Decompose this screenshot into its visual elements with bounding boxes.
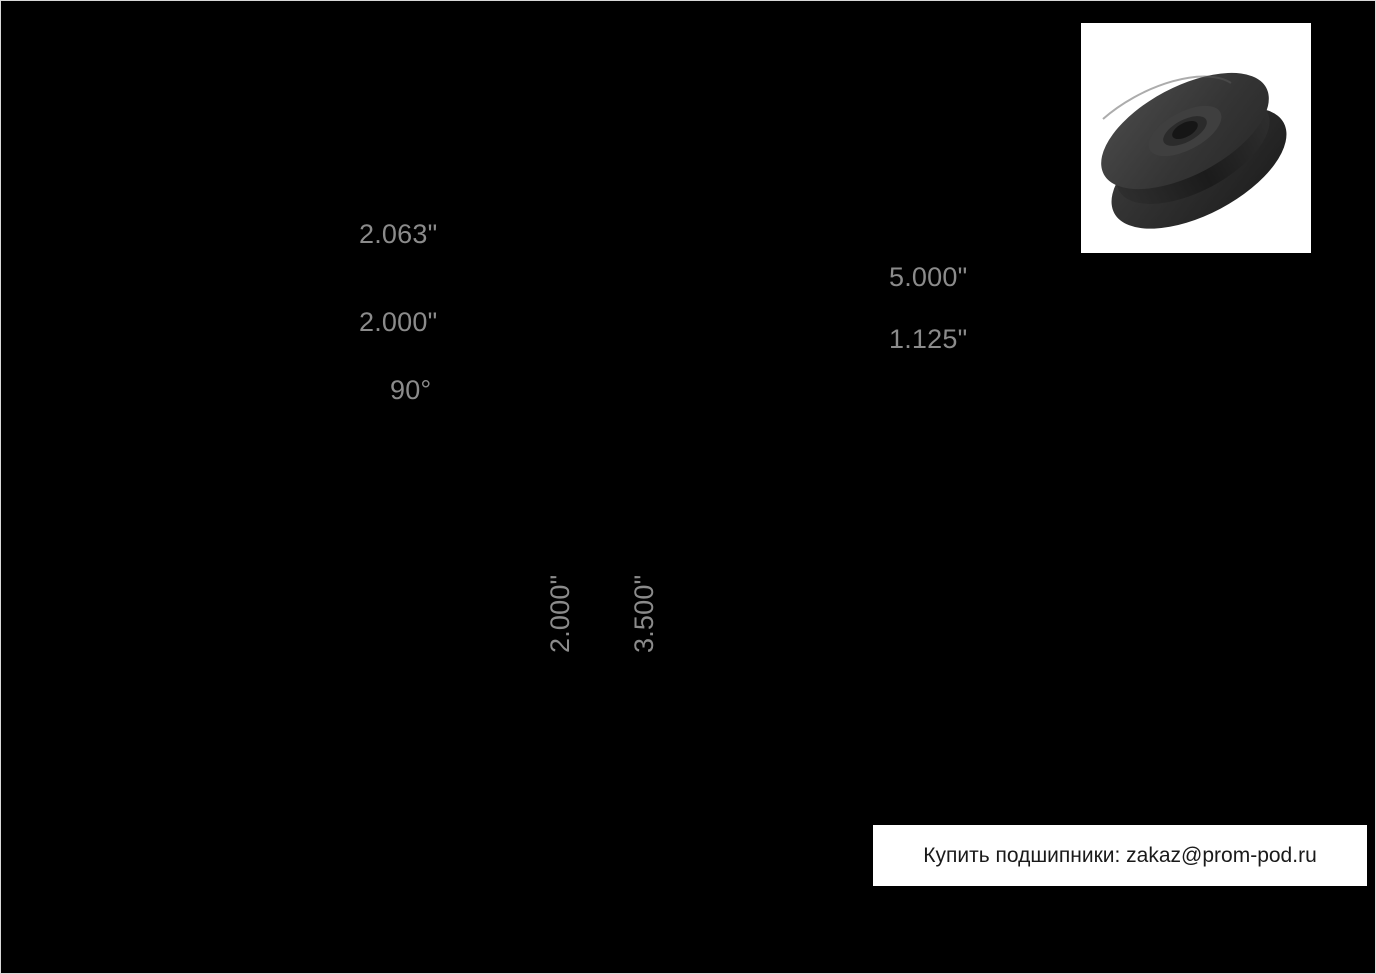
dimension-label-angle-90: 90° [390, 375, 432, 405]
pulley-3d-icon [1081, 23, 1311, 253]
part-thumbnail [1081, 23, 1311, 253]
dimension-label-5000: 5.000" [889, 262, 968, 292]
dimension-label-1125: 1.125" [889, 324, 968, 354]
contact-banner-text: Купить подшипники: zakaz@prom-pod.ru [923, 843, 1317, 867]
dimension-label-2000-top: 2.000" [359, 307, 438, 337]
dimension-label-3500-vertical: 3.500" [629, 574, 659, 653]
dimension-label-2063: 2.063" [359, 219, 438, 249]
contact-banner [873, 825, 1367, 886]
dimension-label-2000-vertical: 2.000" [545, 574, 575, 653]
